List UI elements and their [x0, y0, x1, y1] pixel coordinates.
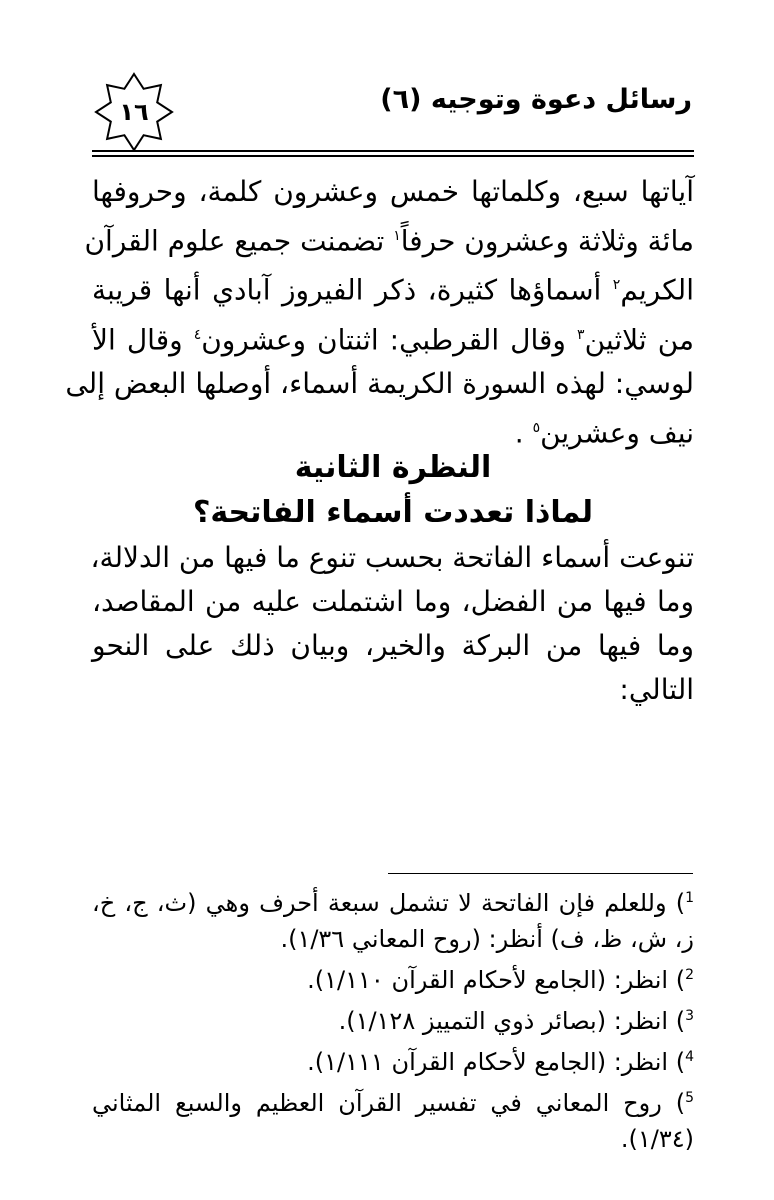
text-line: من ثلاثين$^٣$ وقال القرطبي: اثنتان وعشرون$^٤$ وقال الأ	[92, 322, 695, 356]
page-number-badge	[92, 70, 176, 154]
footnote-1-continued: ز، ش، ظ، ف) أنظر: (روح المعاني ١/٣٦).	[280, 925, 694, 953]
footnote-marker: ٢	[612, 277, 621, 294]
footnote-2: $^2$) انظر: (الجامع لأحكام القرآن ١/١١٠).	[307, 966, 694, 994]
text-line: لوسي: لهذه السورة الكريمة أسماء، أوصلها البعض إلى	[65, 366, 694, 400]
footnote-number: 4	[685, 1049, 694, 1065]
text-line: تنوعت أسماء الفاتحة بحسب تنوع ما فيها من الدلالة،	[90, 541, 694, 574]
footnote-4: $^4$) انظر: (الجامع لأحكام القرآن ١/١١١).	[307, 1048, 694, 1076]
body-paragraph-2	[92, 536, 694, 712]
footnote-3: $^3$) انظر: (بصائر ذوي التمييز ١/١٢٨).	[338, 1007, 694, 1035]
page-number: ١٦	[119, 98, 149, 126]
footnote-number: 1	[685, 890, 694, 906]
footnote-5: $^5$) روح المعاني في تفسير القرآن العظيم والسبع المثاني	[92, 1089, 694, 1117]
footnote-number: 3	[685, 1008, 694, 1024]
footnote-marker: ٤	[193, 326, 202, 343]
footnote-number: 2	[685, 967, 694, 983]
section-heading: النظرة الثانية	[294, 450, 492, 485]
text-line: وما فيها من الفضل، وما اشتملت عليه من المقاصد،	[92, 585, 694, 618]
footnote-separator	[388, 873, 693, 874]
text-line: وما فيها من البركة والخير، وبيان ذلك على النحو	[92, 629, 694, 662]
text-line: التالي:	[619, 673, 694, 706]
text-line: آياتها سبع، وكلماتها خمس وعشرون كلمة، وحروفها	[92, 175, 694, 208]
text-line: مائة وثلاثة وعشرون حرفاً$^١$ تضمنت جميع علوم القرآن	[84, 224, 694, 258]
text-line: نيف وعشرين$^٥$ .	[514, 416, 694, 450]
text-line: الكريم$^٢$ أسماؤها كثيرة، ذكر الفيروز آبادي أنها قريبة	[92, 273, 694, 307]
running-header-title: رسائل دعوة وتوجيه (٦)	[380, 84, 692, 115]
section-subheading: لماذا تعددت أسماء الفاتحة؟	[192, 495, 594, 530]
footnote-marker: ١	[393, 228, 401, 244]
footnote-5-continued: (١/٣٤).	[620, 1125, 694, 1153]
footnote-number: 5	[685, 1090, 694, 1106]
footnotes	[92, 880, 694, 1157]
footnote-1: $^1$) وللعلم فإن الفاتحة لا تشمل سبعة أحرف وهي (ث، ج، خ،	[92, 889, 694, 917]
header-rule-top	[92, 150, 694, 152]
footnote-marker: ٣	[577, 326, 585, 343]
footnote-marker: ٥	[532, 419, 541, 436]
body-paragraph-1	[65, 170, 695, 455]
header-rule-bottom	[92, 155, 694, 157]
